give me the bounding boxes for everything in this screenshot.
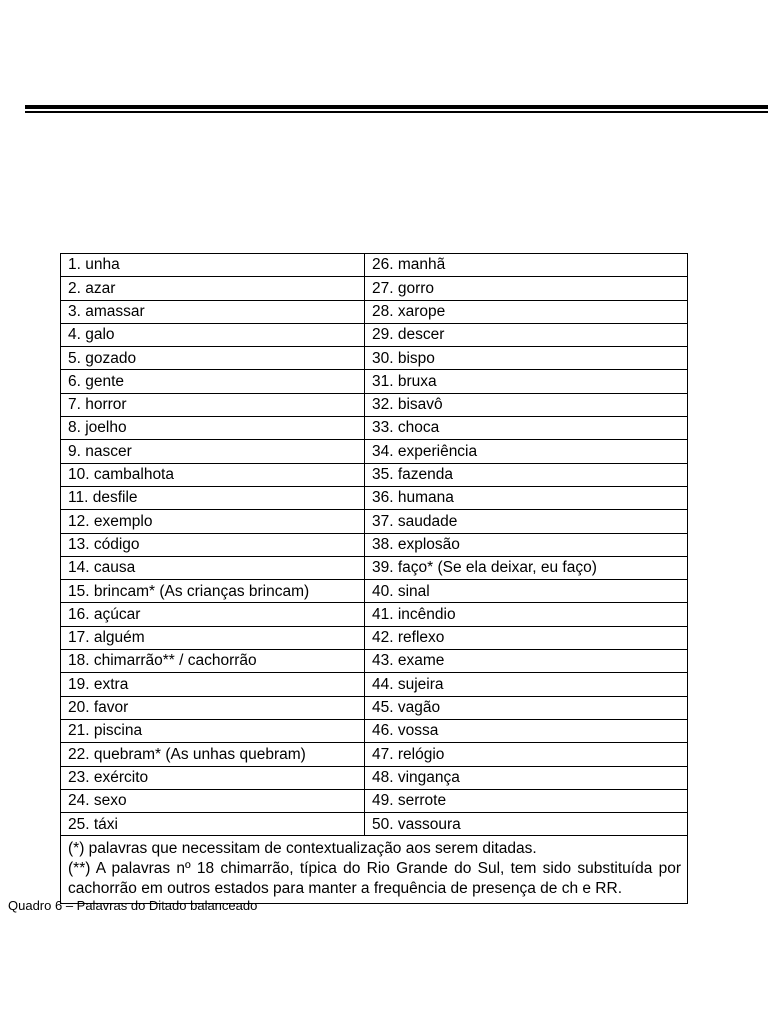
word-cell: 48. vingança [365,766,688,789]
word-cell: 13. código [61,533,365,556]
word-cell: 6. gente [61,370,365,393]
word-cell: 45. vagão [365,696,688,719]
word-cell: 10. cambalhota [61,463,365,486]
table-row [61,370,688,393]
header-rule-thick [25,105,768,109]
word-cell: 27. gorro [365,277,688,300]
table-row [61,510,688,533]
word-cell: 34. experiência [365,440,688,463]
word-cell: 18. chimarrão** / cachorrão [61,650,365,673]
word-cell: 16. açúcar [61,603,365,626]
word-cell: 36. humana [365,486,688,509]
word-cell: 44. sujeira [365,673,688,696]
word-cell: 2. azar [61,277,365,300]
word-cell: 39. faço* (Se ela deixar, eu faço) [365,556,688,579]
word-list-table [60,253,688,904]
word-cell: 26. manhã [365,254,688,277]
word-cell: 38. explosão [365,533,688,556]
word-cell: 43. exame [365,650,688,673]
table-row [61,580,688,603]
table-row [61,323,688,346]
word-cell: 35. fazenda [365,463,688,486]
word-cell: 24. sexo [61,789,365,812]
table-row [61,813,688,836]
word-cell: 41. incêndio [365,603,688,626]
word-cell: 19. extra [61,673,365,696]
word-cell: 8. joelho [61,417,365,440]
word-cell: 9. nascer [61,440,365,463]
table-row [61,347,688,370]
word-cell: 32. bisavô [365,393,688,416]
word-cell: 47. relógio [365,743,688,766]
table-row [61,254,688,277]
table-row [61,486,688,509]
word-cell: 12. exemplo [61,510,365,533]
table-row [61,650,688,673]
table-row [61,766,688,789]
word-cell: 17. alguém [61,626,365,649]
table-row [61,463,688,486]
table-row [61,417,688,440]
word-cell: 7. horror [61,393,365,416]
note-single-asterisk: (*) palavras que necessitam de contextualização aos serem ditadas. [68,840,537,858]
word-cell: 15. brincam* (As crianças brincam) [61,580,365,603]
word-cell: 21. piscina [61,719,365,742]
word-cell: 3. amassar [61,300,365,323]
word-cell: 28. xarope [365,300,688,323]
header-rule-thin [25,111,768,113]
notes-row [61,836,688,904]
word-cell: 46. vossa [365,719,688,742]
word-cell: 5. gozado [61,347,365,370]
table-row [61,533,688,556]
table-row [61,743,688,766]
word-cell: 14. causa [61,556,365,579]
word-cell: 20. favor [61,696,365,719]
table-row [61,440,688,463]
notes-cell [61,836,688,904]
table-row [61,696,688,719]
word-cell: 4. galo [61,323,365,346]
table-row [61,603,688,626]
word-cell: 42. reflexo [365,626,688,649]
word-cell: 23. exército [61,766,365,789]
table-caption: Quadro 6 – Palavras do Ditado balanceado [8,898,258,913]
word-cell: 31. bruxa [365,370,688,393]
note-double-asterisk: (**) A palavras nº 18 chimarrão, típica do Rio Grande do Sul, tem sido substituída por cachorrão em outros estados para manter a frequência de presença de ch e RR. [68,860,681,898]
table-row [61,277,688,300]
word-cell: 30. bispo [365,347,688,370]
word-cell: 1. unha [61,254,365,277]
word-cell: 25. táxi [61,813,365,836]
word-cell: 22. quebram* (As unhas quebram) [61,743,365,766]
word-cell: 11. desfile [61,486,365,509]
table-row [61,300,688,323]
word-list-body [61,254,688,904]
table-row [61,626,688,649]
word-cell: 50. vassoura [365,813,688,836]
word-cell: 29. descer [365,323,688,346]
table-row [61,393,688,416]
word-cell: 40. sinal [365,580,688,603]
word-cell: 37. saudade [365,510,688,533]
word-cell: 33. choca [365,417,688,440]
table-row [61,719,688,742]
table-row [61,789,688,812]
table-row [61,556,688,579]
word-cell: 49. serrote [365,789,688,812]
table-row [61,673,688,696]
